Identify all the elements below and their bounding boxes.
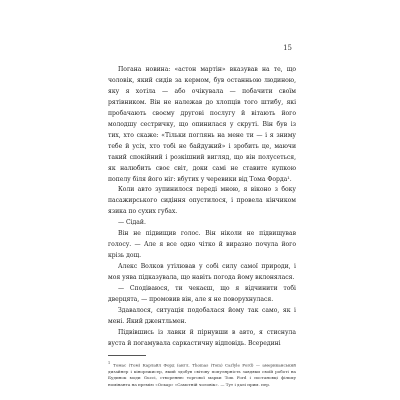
paragraph: Алекс Волков утілював у собі силу самої природи, і моя уява підказувала, що навіть погода йому вклонялася. xyxy=(108,263,296,282)
body-text xyxy=(108,65,296,350)
footnote-text: Томас (Том) Карлайл Форд (англ. Thomas (Tom) Carlyle Ford) — американський дизайнер і кінорежисер, який здобув світову популярність завдяки своїй роботі на Будинок моди Gucci, створенню торгової марки Tom Ford і постановці фільму номінанта на премію «Оскар» «Самотній чоловік». — Тут і далі прим. пер. xyxy=(108,362,296,387)
paragraph: Коли авто зупинилося переді мною, я віконо з боку пасажирського сидіння опустилося, і провела кінчиком язика по сухих губах. xyxy=(108,186,296,216)
paragraph: — Сідай. xyxy=(118,219,146,227)
footnote-mark: 1 xyxy=(108,361,111,365)
page-number: 15 xyxy=(283,44,292,52)
paragraph: Здавалося, ситуація подобалася йому так само, як і мені. Який джентльмен. xyxy=(108,306,296,325)
paragraph: Погана новина: «астон мартін» вказував на те, що чоловік, який сидів за кермом, був останньою людиною, яку я хотіла — або очікувала — побачити своїм рятівником. Він не належав до хлопців того штибу, які пробачають своєму другові послугу й вітають його молодшу сестричку, що опинилася у скруті. Він був із тих, хто скаже: «Тільки поглянь на мене ти — і я зниму тебе й усіх, хто тобі не байдужий» і зробить це, маючи такий спокійний і розкішний вигляд, що він полусеться, як налюбить своє світ, доки самі не ставите купкою попелу біля його ніг: вбутих у черевики від Тома Форда¹. xyxy=(108,66,296,183)
paragraph: — Сподіваюся, ти чекаєш, що я відчинити тобі дверцята, — промовив він, але я не поворухнулася. xyxy=(108,285,296,304)
paragraph: Він не підвищив голос. Він ніколи не підвищував голосу. — Але я все одно чітко й виразно почула його крізь дощ. xyxy=(108,230,296,260)
paragraph: Підвівшись із лавки й пірнувши в авто, я стиснула вуста й погамувала саркастичну відповідь. Всередині xyxy=(108,328,296,347)
footnote-divider xyxy=(108,355,146,356)
footnote xyxy=(108,360,296,388)
